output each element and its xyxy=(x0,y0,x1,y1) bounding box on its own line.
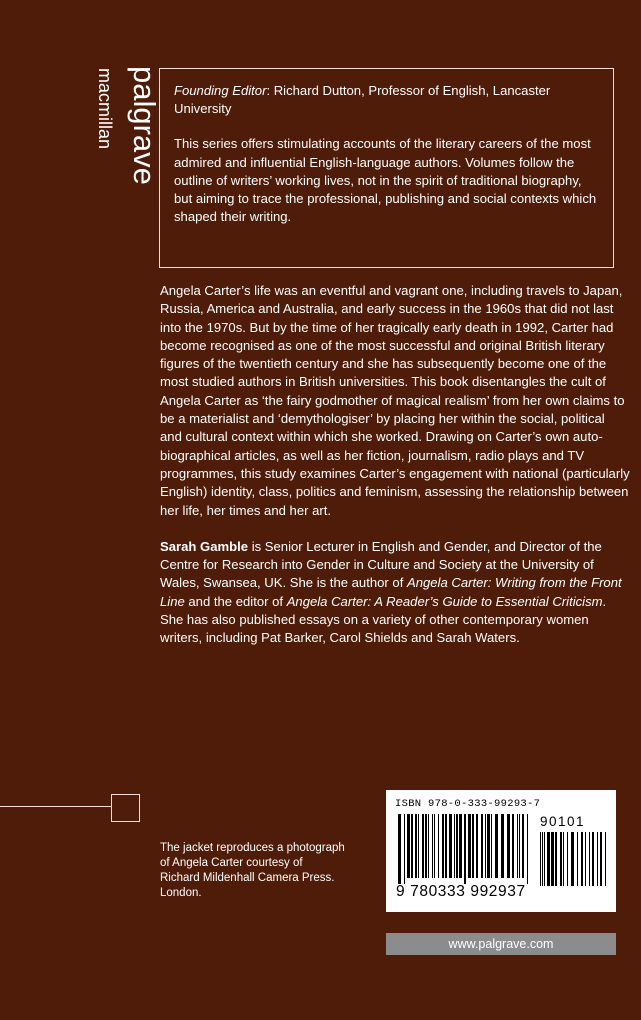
author-name: Sarah Gamble xyxy=(160,538,249,554)
barcode-bar xyxy=(522,814,524,878)
barcode-bar xyxy=(398,814,401,884)
barcode-bar xyxy=(485,814,486,878)
publisher-website[interactable]: www.palgrave.com xyxy=(386,933,616,955)
barcode-bar xyxy=(432,814,433,878)
barcode-bar xyxy=(507,814,510,878)
barcode-bar xyxy=(571,832,574,886)
series-description-box xyxy=(159,68,614,268)
barcode-bar xyxy=(404,814,405,884)
barcode-bar xyxy=(468,814,471,878)
logo-word-palgrave: palgrave xyxy=(127,66,162,185)
credit-line-1: The jacket reproduces a photograph xyxy=(160,842,345,854)
author-book-title-2: Angela Carter: A Reader’s Guide to Essential Criticism xyxy=(286,593,603,609)
author-bio-part3: . She has also published essays on a variety of other contemporary women writers, including Pat Barker, Carol Shields and Sarah Waters. xyxy=(160,593,607,646)
barcode-bar xyxy=(512,814,514,878)
barcode-bar xyxy=(567,832,568,886)
barcode-bar xyxy=(519,814,520,878)
barcode-bar xyxy=(527,814,528,884)
credit-line-3: Richard Mildenhall Camera Press. xyxy=(160,872,335,884)
barcode-bar xyxy=(501,814,504,878)
logo-word-macmillan: macmillan xyxy=(95,68,115,150)
barcode-bar xyxy=(542,832,543,886)
jacket-photo-credit xyxy=(160,841,370,901)
barcode-bar xyxy=(589,832,590,886)
isbn-number: ISBN 978-0-333-99293-7 xyxy=(395,798,541,810)
barcode-bar xyxy=(600,832,602,886)
barcode-bar xyxy=(456,814,458,878)
barcode-main-bars xyxy=(398,814,528,884)
series-description: This series offers stimulating accounts of the literary careers of the most admired and influential English-language authors. Volumes follow the outline of writers’ working lives, not in the spirit of traditional biography, but aiming to trace the professional, publishing and social contexts which shaped their writing. xyxy=(174,136,597,225)
barcode-bar xyxy=(585,832,586,886)
barcode-bar xyxy=(487,814,490,878)
decorative-rule-line xyxy=(0,806,111,807)
author-bio-part1: is Senior Lecturer in English and Gender, and Director of the Centre for Research into Gender in Culture and Society at the University of Wales, Swansea, UK. She is the author of xyxy=(160,538,602,591)
barcode-bar xyxy=(415,814,417,878)
barcode-bar xyxy=(481,814,483,878)
author-book-title-1: Angela Carter: Writing from the Front Line xyxy=(160,575,622,609)
barcode-bar xyxy=(428,814,429,878)
book-blurb: Angela Carter’s life was an eventful and vagrant one, including travels to Japan, Russia, America and Australia, and early success in the 1960s that did not last into the 1970s. But by the time of her tragically early death in 1992, Carter had become recognised as one of the most successful and original British literary figures of the twentieth century and she has subsequently become one of the most studied authors in British universities. This book disentangles the cult of Angela Carter as ‘the fairy godmother of magical realism’ from her own claims to be a materialist and ‘demythologiser’ by placing her within the social, political and cultural context within which she worked. Drawing on Carter’s own auto-biographical articles, as well as her fiction, journalism, radio plays and TV programmes, this study examines Carter’s engagement with national (particularly English) identity, class, politics and feminism, assessing the relationship between her life, her times and her art. xyxy=(160,283,630,518)
founding-editor-name: : Richard Dutton, Professor of English, Lancaster University xyxy=(174,83,551,117)
barcode-bar xyxy=(445,814,447,878)
barcode-bar xyxy=(407,814,410,878)
barcode-addon-number: 90101 xyxy=(540,814,586,829)
credit-line-2: of Angela Carter courtesy of xyxy=(160,857,303,869)
barcode-bar xyxy=(472,814,474,878)
barcode-bar xyxy=(425,814,427,878)
barcode-bar xyxy=(476,814,478,878)
barcode-bar xyxy=(422,814,424,878)
barcode-bar xyxy=(434,814,435,878)
barcode-bar xyxy=(491,814,492,878)
author-bio xyxy=(160,538,630,648)
barcode-bar xyxy=(551,832,554,886)
barcode-bar xyxy=(597,832,598,886)
decorative-rule-square xyxy=(111,794,140,822)
barcode-bar xyxy=(592,832,594,886)
palgrave-macmillan-logo xyxy=(78,66,162,206)
barcode-bar xyxy=(495,814,498,878)
barcode-number: 9 780333 992937 xyxy=(396,883,526,900)
barcode-bar xyxy=(560,832,562,886)
credit-line-4: London. xyxy=(160,887,202,899)
founding-editor-label: Founding Editor xyxy=(174,83,267,98)
barcode-bar xyxy=(577,832,578,886)
barcode-bar xyxy=(449,814,452,878)
isbn-barcode-box xyxy=(386,790,616,912)
barcode-bar xyxy=(459,814,462,878)
barcode-bar xyxy=(540,832,541,886)
barcode-bar xyxy=(454,814,455,878)
barcode-bar xyxy=(555,832,557,886)
barcode-bar xyxy=(581,832,583,886)
barcode-addon-bars xyxy=(540,832,606,886)
barcode-bar xyxy=(544,832,545,886)
barcode-bar xyxy=(547,832,550,886)
barcode-bar xyxy=(418,814,419,878)
author-bio-part2: and the editor of xyxy=(184,593,287,609)
publisher-logo-graphic xyxy=(78,66,162,206)
back-cover-text xyxy=(160,282,630,648)
barcode-bar xyxy=(517,814,518,878)
barcode-bar xyxy=(563,832,564,886)
founding-editor-line xyxy=(174,82,599,118)
barcode-bar xyxy=(464,814,466,884)
barcode-bar xyxy=(605,832,606,886)
barcode-bar xyxy=(438,814,439,878)
barcode-bar xyxy=(442,814,444,878)
barcode-bar xyxy=(411,814,413,878)
